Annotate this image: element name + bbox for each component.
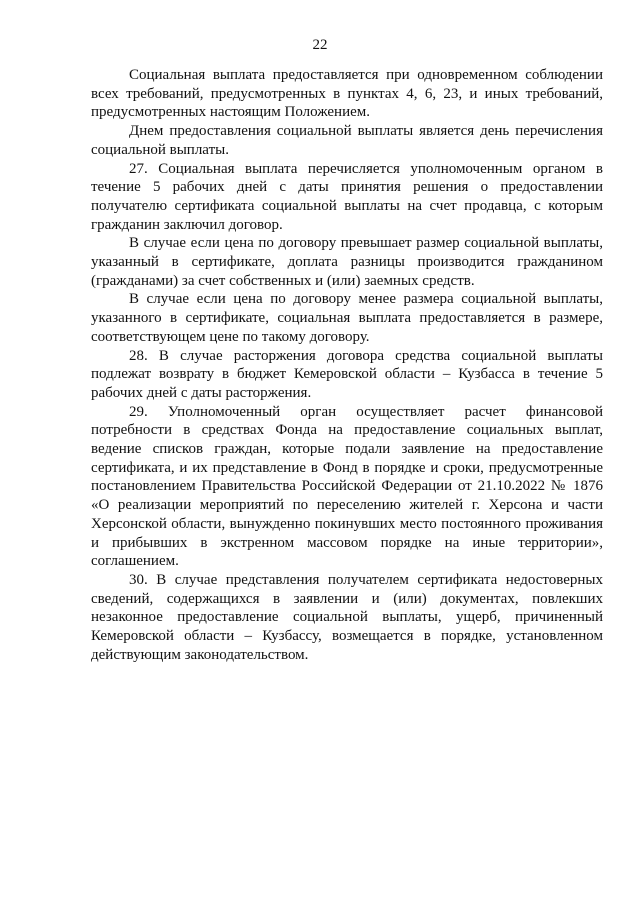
paragraph-price-less: В случае если цена по договору менее размера социальной выплаты, указанного в сертификате, социальная выплата предоставляется в размере, соответствующем цене по такому договору. xyxy=(91,291,603,345)
document-body xyxy=(91,66,603,665)
paragraph-payment-day: Днем предоставления социальной выплаты является день перечисления социальной выплаты. xyxy=(91,123,603,158)
paragraph-price-exceeds: В случае если цена по договору превышает размер социальной выплаты, указанный в сертификате, доплата разницы производится гражданином (гражданами) за счет собственных и (или) заемных средств. xyxy=(91,235,603,289)
paragraph-30-false-info: 30. В случае представления получателем сертификата недостоверных сведений, содержащихся в заявлении и (или) документах, повлекших незаконное предоставление социальной выплаты, ущерб, причиненный Кемеровской области – Кузбассу, возмещается в порядке, установленном действующим законодательством. xyxy=(91,571,603,663)
paragraph-27-transfer: 27. Социальная выплата перечисляется уполномоченным органом в течение 5 рабочих дней с даты принятия решения о предоставлении получателю сертификата социальной выплаты на счет продавца, с которым гражданин заключил договор. xyxy=(91,160,603,233)
paragraph-28-termination: 28. В случае расторжения договора средства социальной выплаты подлежат возврату в бюджет Кемеровской области – Кузбасса в течение 5 рабочих дней с даты расторжения. xyxy=(91,347,603,401)
page-number: 22 xyxy=(312,37,328,53)
paragraph-requirements: Социальная выплата предоставляется при одновременном соблюдении всех требований, предусмотренных в пунктах 4, 6, 23, и иных требований, предусмотренных настоящим Положением. xyxy=(91,67,603,121)
paragraph-29-calculation: 29. Уполномоченный орган осуществляет расчет финансовой потребности в средствах Фонда на предоставление социальных выплат, ведение списков граждан, которые подали заявление на предоставление сертификата, и их представление в Фонд в порядке и сроки, предусмотренные постановлением Правительства Российской Федерации от 21.10.2022 № 1876 «О реализации мероприятий по переселению жителей г. Херсона и части Херсонской области, вынужденно покинувших место постоянного проживания и прибывших в экстренном массовом порядке на иные территории», соглашением. xyxy=(91,403,603,570)
